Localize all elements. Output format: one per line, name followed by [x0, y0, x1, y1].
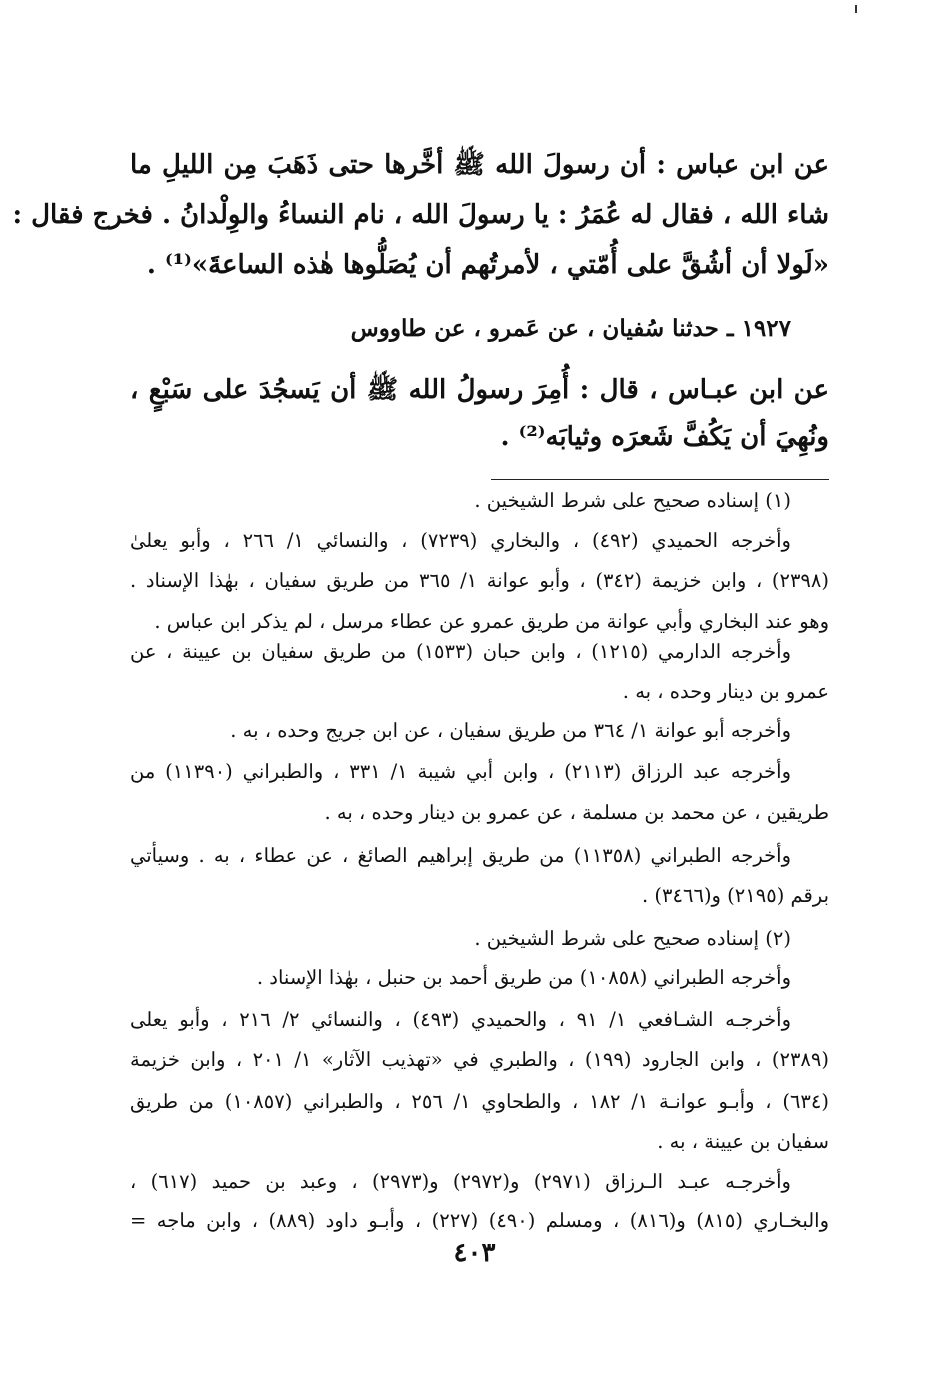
footnote-line: عمرو بن دينار وحده ، به .: [622, 680, 829, 703]
footnote-line: وأخرجه الدارمي (١٢١٥) ، وابن حبان (١٥٣٣) من طريق سفيان بن عيينة ، عن: [130, 640, 791, 663]
footnote-line: (٢) إسناده صحيح على شرط الشيخين .: [474, 927, 791, 950]
page-number: ٤٠٣: [453, 1238, 496, 1268]
footnote-line: طريقين ، عن محمد بن مسلمة ، عن عمرو بن دينار وحده ، به .: [324, 801, 829, 824]
footnote-line: وأخرجـه الشـافعي ١/ ٩١ ، والحميدي (٤٩٣) ، والنسائي ٢/ ٢١٦ ، وأبو يعلى: [130, 1008, 791, 1031]
footnote-line: (١) إسناده صحيح على شرط الشيخين .: [474, 489, 791, 512]
hadith-line: شاء الله ، فقال له عُمَرُ : يا رسولَ الله ، نام النساءُ والوِلْدانُ . فخرج فقال :: [12, 200, 829, 230]
footnote-line: سفيان بن عيينة ، به .: [657, 1130, 829, 1153]
footnote-line: (٢٣٨٩) ، وابن الجارود (١٩٩) ، والطبري في «تهذيب الآثار» ١/ ٢٠١ ، وابن خزيمة: [130, 1048, 829, 1071]
footnote-line: وأخرجـه عبـد الـرزاق (٢٩٧١) و(٢٩٧٢) و(٢٩٧٣) ، وعبد بن حميد (٦١٧) ،: [130, 1170, 791, 1193]
footnote-line: وأخرجه عبد الرزاق (٢١١٣) ، وابن أبي شيبة ١/ ٣٣١ ، والطبراني (١١٣٩٠) من: [130, 760, 791, 783]
footnote-line: وأخرجه الطبراني (١٠٨٥٨) من طريق أحمد بن حنبل ، بهٰذا الإسناد .: [256, 966, 791, 989]
footnote-line: (٦٣٤) ، وأبـو عوانـة ١/ ١٨٢ ، والطحاوي ١/ ٢٥٦ ، والطبراني (١٠٨٥٧) من طريق: [130, 1090, 829, 1113]
footnote-line: وأخرجه الحميدي (٤٩٢) ، والبخاري (٧٢٣٩) ، والنسائي ١/ ٢٦٦ ، وأبو يعلىٰ: [130, 529, 791, 552]
footnote-line: وأخرجه أبو عوانة ١/ ٣٦٤ من طريق سفيان ، عن ابن جريج وحده ، به .: [230, 719, 791, 742]
footnote-line: والبخـاري (٨١٥) و(٨١٦) ، ومسلم (٤٩٠) (٢٢٧) ، وأبـو داود (٨٨٩) ، وابن ماجه =: [130, 1209, 829, 1232]
corner-mark: [855, 5, 857, 13]
footnote-separator: [491, 479, 829, 480]
hadith-line: «لَولا أن أشُقَّ على أُمّتي ، لأمرتُهم أن يُصَلُّوها هٰذه الساعةَ»⁽¹⁾ .: [146, 250, 829, 280]
hadith-line: عن ابن عبـاس ، قال : أُمِرَ رسولُ الله ﷺ أن يَسجُدَ على سَبْعٍ ،: [130, 375, 829, 405]
footnote-line: (٢٣٩٨) ، وابن خزيمة (٣٤٢) ، وأبو عوانة ١/ ٣٦٥ من طريق سفيان ، بهٰذا الإسناد .: [130, 569, 829, 592]
footnote-line: وهو عند البخاري وأبي عوانة من طريق عمرو عن عطاء مرسل ، لم يذكر ابن عباس .: [154, 610, 829, 633]
hadith-chain-line: ١٩٢٧ ـ حدثنا سُفيان ، عن عَمرو ، عن طاووس: [350, 315, 791, 342]
footnote-line: برقم (٢١٩٥) و(٣٤٦٦) .: [642, 884, 829, 907]
footnote-line: وأخرجه الطبراني (١١٣٥٨) من طريق إبراهيم الصائغ ، عن عطاء ، به . وسيأتي: [130, 844, 791, 867]
hadith-line: ونُهِيَ أن يَكُفَّ شَعرَه وثيابَه⁽²⁾ .: [500, 422, 829, 452]
hadith-line: عن ابن عباس : أن رسولَ الله ﷺ أخَّرها حتى ذَهَبَ مِن الليلِ ما: [130, 150, 829, 180]
